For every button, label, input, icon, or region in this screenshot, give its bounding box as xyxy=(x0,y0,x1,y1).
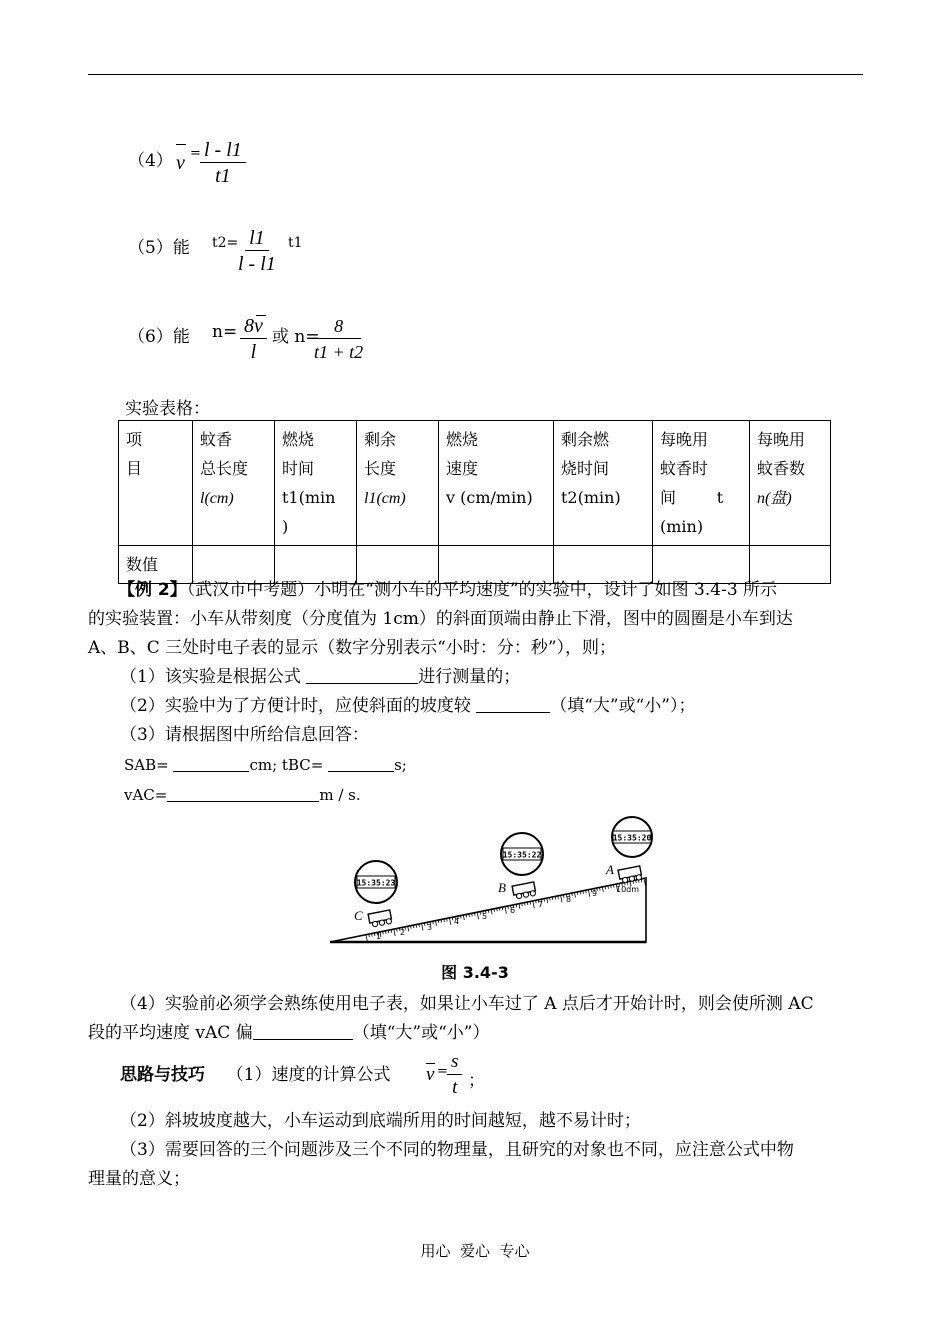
table-header-cell: 每晚用 蚊香时 间 t (min) xyxy=(653,421,750,546)
clock-b xyxy=(501,833,543,875)
ruler-tick-label: 1 xyxy=(376,932,382,941)
point-label-c: C xyxy=(354,908,363,923)
formula-6-or: 或 n= xyxy=(272,327,320,347)
answer-blank[interactable] xyxy=(306,667,418,684)
tips-line-2: （2）斜坡坡度越大，小车运动到底端所用的时间越短，越不易计时； xyxy=(120,1111,641,1131)
car-b xyxy=(512,882,536,900)
formula-6-lhs: n= xyxy=(212,322,238,342)
question-4-line-1: （4）实验前必须学会熟练使用电子表，如果让小车过了 A 点后才开始计时，则会使所测 AC xyxy=(120,994,814,1014)
formula-6-numerator-1: 8v xyxy=(240,314,267,339)
question-3: （3）请根据图中所给信息回答： xyxy=(120,725,369,745)
answer-blank[interactable] xyxy=(328,755,394,772)
header-rule xyxy=(88,74,863,75)
formula-5-tail: t1 xyxy=(288,235,303,251)
formula-4-numerator: l - l1 xyxy=(200,138,246,163)
figure-caption: 图 3.4-3 xyxy=(441,963,509,982)
table-header-cell: 项 目 xyxy=(119,421,193,546)
question-2: （2）实验中为了方便计时，应使斜面的坡度较 （填“大”或“小”）； xyxy=(120,696,696,716)
equals-sign: = xyxy=(190,146,201,161)
question-4-line-2: 段的平均速度 vAC 偏 （填“大”或“小”） xyxy=(88,1023,490,1043)
table-caption: 实验表格： xyxy=(125,399,210,419)
formula-5-denominator: l - l1 xyxy=(238,253,276,275)
tips-v-symbol: v xyxy=(426,1064,435,1085)
example-intro-line-3: A、B、C 三处时电子表的显示（数字分别表示“小时：分：秒”），则； xyxy=(88,638,617,658)
answer-blank[interactable] xyxy=(253,1023,353,1040)
question-1: （1）该实验是根据公式 进行测量的； xyxy=(120,667,521,687)
answer-blank[interactable] xyxy=(476,696,550,713)
formula-5-numerator: l1 xyxy=(245,226,269,251)
tips-heading: 思路与技巧 （1）速度的计算公式 xyxy=(120,1065,391,1085)
point-label-b: B xyxy=(498,880,506,895)
clock-a-time: 15:35:20 xyxy=(612,833,652,843)
car-c xyxy=(368,910,392,928)
formula-5-fraction xyxy=(238,226,276,277)
formula-6-numerator-2: 8 xyxy=(316,314,361,339)
clock-a xyxy=(612,817,652,857)
ruler-tick-label: 6 xyxy=(510,906,516,915)
ruler-tick-label: 3 xyxy=(427,923,433,932)
clock-c-time: 15:35:23 xyxy=(356,878,396,888)
formula-6-fraction-2 xyxy=(314,314,363,365)
tips-end: ； xyxy=(468,1071,485,1091)
tips-equals: = xyxy=(437,1064,448,1079)
ruler-tick-label: 5 xyxy=(482,912,488,921)
ruler-tick-label: 9 xyxy=(592,889,598,898)
formula-4-denominator: t1 xyxy=(215,165,231,187)
page-footer: 用心 爱心 专心 xyxy=(420,1242,530,1260)
formula-6-fraction-1 xyxy=(240,314,267,365)
table-header-cell: 燃烧 速度 v (cm/min) xyxy=(439,421,554,546)
tips-fraction xyxy=(447,1050,462,1101)
ruler-tick-label: 4 xyxy=(454,917,460,926)
answer-blank[interactable] xyxy=(173,755,249,772)
clock-c xyxy=(355,861,397,903)
formula-5-lhs: t2= xyxy=(212,235,239,251)
formula-6-denominator-1: l xyxy=(250,341,257,363)
formula-4-label: （4） xyxy=(128,151,173,171)
formula-4-fraction xyxy=(200,138,246,189)
example-intro-line-1: 【例 2】（武汉市中考题）小明在“测小车的平均速度”的实验中，设计了如图 3.4-3 所示 xyxy=(118,580,778,600)
table-header-cell: 剩余燃 烧时间 t2(min) xyxy=(554,421,653,546)
formula-5-label: （5）能 xyxy=(128,238,190,258)
tips-denominator: t xyxy=(452,1077,458,1098)
ruler-tick-label: 7 xyxy=(538,900,544,909)
v-bar xyxy=(176,144,186,145)
v-symbol: v xyxy=(176,152,185,174)
incline-figure xyxy=(326,816,656,946)
table-header-cell: 剩余 长度 l1(cm) xyxy=(357,421,439,546)
tips-numerator: s xyxy=(447,1050,462,1075)
formula-6-label: （6）能 xyxy=(128,327,190,347)
table-header-row xyxy=(119,421,831,546)
example-intro-line-2: 的实验装置：小车从带刻度（分度值为 1cm）的斜面顶端由静止下滑，图中的圆圈是小车到达 xyxy=(88,609,793,629)
ruler-tick-label: 8 xyxy=(566,895,572,904)
tips-line-4: 理量的意义； xyxy=(88,1169,190,1189)
tips-line-3: （3）需要回答的三个问题涉及三个不同的物理量，且研究的对象也不同，应注意公式中物 xyxy=(120,1140,794,1160)
point-label-a: A xyxy=(606,862,614,877)
answer-blank[interactable] xyxy=(167,785,319,802)
table-header-cell: 蚊香 总长度 l(cm) xyxy=(193,421,275,546)
table-header-cell: 燃烧 时间 t1(min ) xyxy=(275,421,357,546)
ruler-tick-label: 2 xyxy=(400,928,406,937)
table-row-label: 数值 xyxy=(119,546,193,584)
question-3-answers-1: SAB= cm; tBC= s; xyxy=(124,756,407,774)
experiment-table xyxy=(118,420,831,584)
table-header-cell: 每晚用 蚊香数 n(盘) xyxy=(750,421,831,546)
question-3-answers-2: vAC= m / s. xyxy=(124,786,361,804)
ruler-tick-label: 10dm xyxy=(616,885,640,894)
formula-6-denominator-2: t1 + t2 xyxy=(314,342,364,362)
clock-b-time: 15:35:22 xyxy=(502,850,542,860)
